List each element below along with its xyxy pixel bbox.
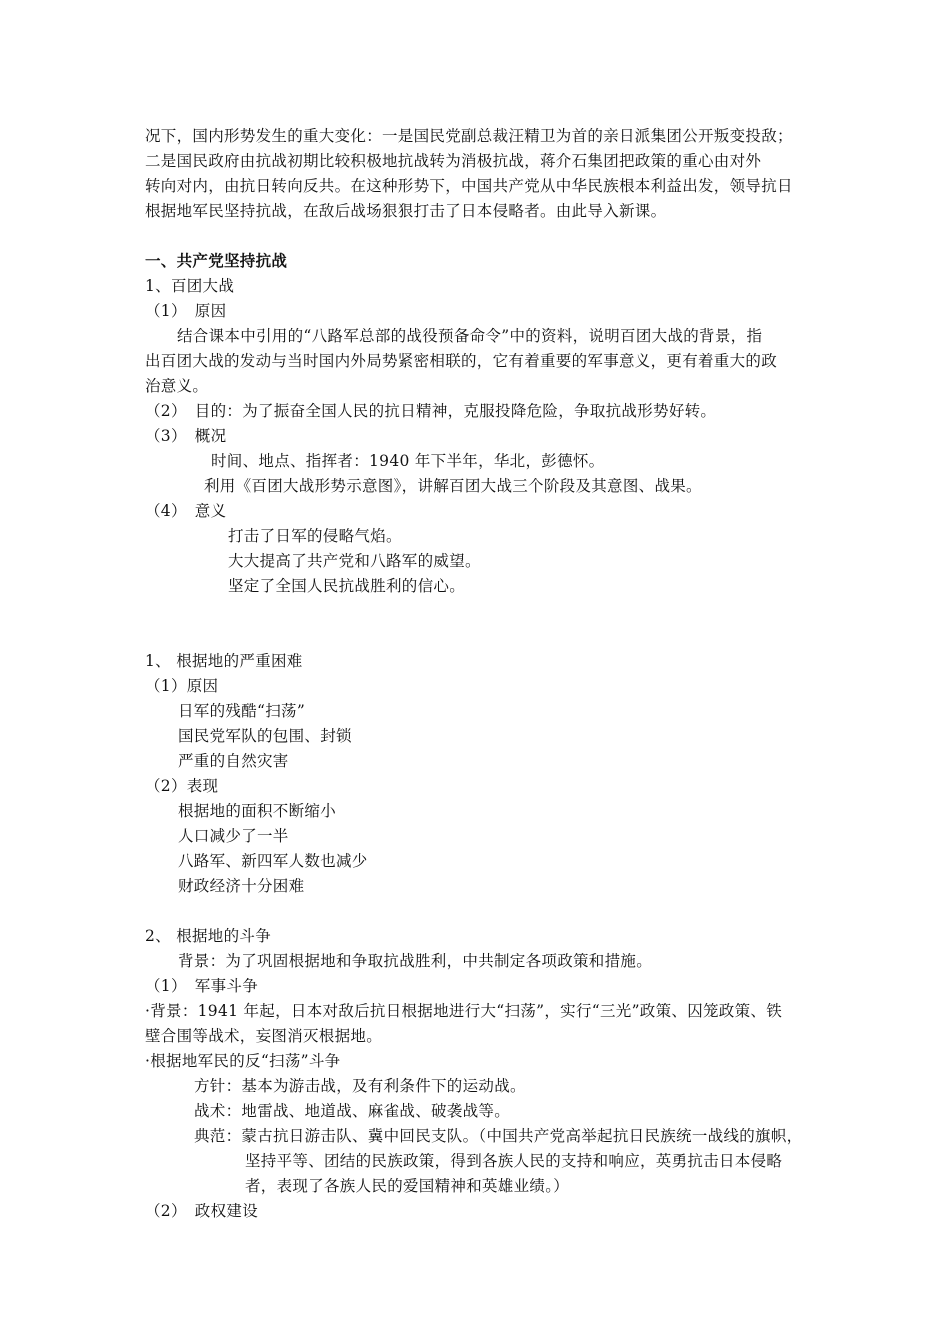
paragraph-line: 战术：地雷战、地道战、麻雀战、破袭战等。 — [194, 1102, 511, 1120]
list-item: 严重的自然灾害 — [178, 752, 289, 770]
item-label: （2） 目的：为了振奋全国人民的抗日精神，克服投降危险，争取抗战形势好转。 — [145, 402, 717, 420]
paragraph-line: 者，表现了各族人民的爱国精神和英雄业绩。） — [245, 1177, 570, 1195]
item-label: （3） 概况 — [145, 427, 227, 445]
subsection-heading: 1、 根据地的严重困难 — [145, 652, 303, 670]
item-label: （1） 原因 — [145, 302, 227, 320]
paragraph-line: 背景：为了巩固根据地和争取抗战胜利，中共制定各项政策和措施。 — [178, 952, 653, 970]
paragraph-line: 时间、地点、指挥者：1940 年下半年，华北，彭德怀。 — [211, 452, 605, 470]
intro-line: 况下，国内形势发生的重大变化：一是国民党副总裁汪精卫为首的亲日派集团公开叛变投敌； — [145, 127, 793, 145]
paragraph-line: 出百团大战的发动与当时国内外局势紧密相联的，它有着重要的军事意义，更有着重大的政 — [145, 352, 778, 370]
item-label: （1）原因 — [145, 677, 219, 695]
paragraph-line: 利用《百团大战形势示意图》，讲解百团大战三个阶段及其意图、战果。 — [204, 477, 702, 495]
list-item: 国民党军队的包围、封锁 — [178, 727, 352, 745]
paragraph-line: 方针：基本为游击战，及有利条件下的运动战。 — [194, 1077, 526, 1095]
subsection-heading: 1、百团大战 — [145, 277, 235, 295]
paragraph-line: 典范：蒙古抗日游击队、冀中回民支队。（中国共产党高举起抗日民族统一战线的旗帜， — [194, 1127, 803, 1145]
paragraph-line: ·根据地军民的反“扫荡”斗争 — [145, 1052, 341, 1070]
list-item: 人口减少了一半 — [178, 827, 289, 845]
item-label: （1） 军事斗争 — [145, 977, 259, 995]
section-heading: 一、共产党坚持抗战 — [145, 251, 288, 270]
item-label: （2） 政权建设 — [145, 1202, 259, 1220]
paragraph-line: ·背景：1941 年起，日本对敌后抗日根据地进行大“扫荡”，实行“三光”政策、囚笼政策、铁 — [145, 1002, 782, 1020]
item-label: （2）表现 — [145, 777, 219, 795]
paragraph-line: 坚定了全国人民抗战胜利的信心。 — [228, 577, 466, 595]
paragraph-line: 大大提高了共产党和八路军的威望。 — [228, 552, 481, 570]
intro-line: 二是国民政府由抗战初期比较积极地抗战转为消极抗战，蒋介石集团把政策的重心由对外 — [145, 152, 762, 170]
paragraph-line: 打击了日军的侵略气焰。 — [228, 527, 402, 545]
list-item: 财政经济十分困难 — [178, 877, 305, 895]
list-item: 日军的残酷“扫荡” — [178, 702, 306, 720]
subsection-heading: 2、 根据地的斗争 — [145, 927, 271, 945]
intro-line: 转向对内，由抗日转向反共。在这种形势下，中国共产党从中华民族根本利益出发，领导抗日 — [145, 177, 793, 195]
paragraph-line: 坚持平等、团结的民族政策，得到各族人民的支持和响应，英勇抗击日本侵略 — [245, 1152, 783, 1170]
list-item: 根据地的面积不断缩小 — [178, 802, 337, 820]
paragraph-line: 结合课本中引用的“八路军总部的战役预备命令”中的资料，说明百团大战的背景，指 — [177, 327, 763, 345]
paragraph-line: 壁合围等战术，妄图消灭根据地。 — [145, 1027, 383, 1045]
paragraph-line: 治意义。 — [145, 377, 209, 395]
item-label: （4） 意义 — [145, 502, 227, 520]
intro-line: 根据地军民坚持抗战，在敌后战场狠狠打击了日本侵略者。由此导入新课。 — [145, 202, 667, 220]
list-item: 八路军、新四军人数也减少 — [178, 852, 368, 870]
